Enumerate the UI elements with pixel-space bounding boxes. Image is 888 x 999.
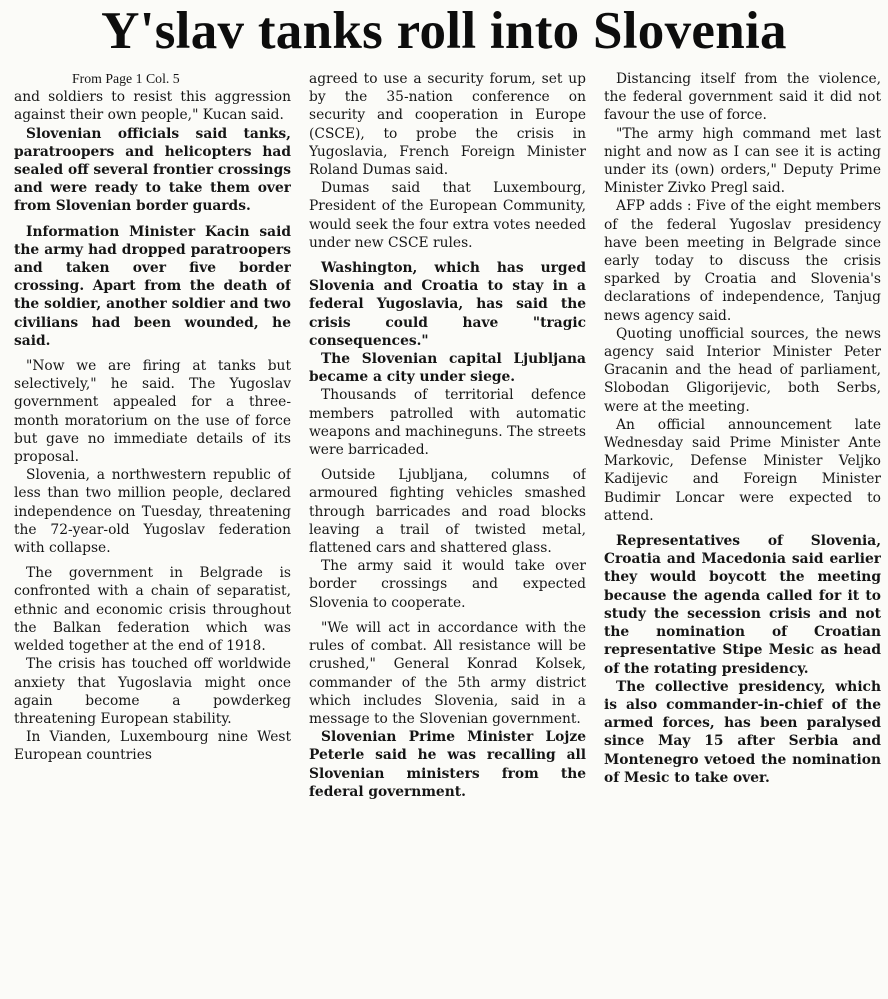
paragraph: Slovenian Prime Minister Lojze Peterle said he was recalling all Slovenian ministers from the federal government. bbox=[309, 729, 586, 800]
paragraph: The crisis has touched off worldwide anxiety that Yugoslavia might once again become a powderkeg threatening European stability. bbox=[14, 656, 291, 727]
paragraph: The government in Belgrade is confronted with a chain of separatist, ethnic and economic crisis throughout the Balkan federation which was welded together at the end of 1918. bbox=[14, 565, 291, 655]
paragraph: An official announcement late Wednesday said Prime Minister Ante Markovic, Defense Minister Veljko Kadijevic and Foreign Minister Budimir Loncar were expected to attend. bbox=[604, 416, 881, 524]
paragraph: Quoting unofficial sources, the news agency said Interior Minister Peter Gracanin and the head of parliament, Slobodan Gligorijevic, both Serbs, were at the meeting. bbox=[604, 325, 881, 415]
paragraph: Slovenian officials said tanks, paratroopers and helicopters had sealed off several frontier crossings and were ready to take them over from Slovenian border guards. bbox=[14, 125, 291, 215]
paragraph: Dumas said that Luxembourg, President of the European Community, would seek the four extra votes needed under new CSCE rules. bbox=[309, 180, 586, 251]
article-column-1 bbox=[14, 70, 291, 995]
paragraph: "The army high command met last night and now as I can see it is acting under its (own) orders," Deputy Prime Minister Zivko Pregl said. bbox=[604, 125, 881, 197]
paragraph: Outside Ljubljana, columns of armoured fighting vehicles smashed through barricades and road blocks leaving a trail of twisted metal, flattened cars and shattered glass. bbox=[309, 467, 586, 557]
paragraph: Slovenia, a northwestern republic of less than two million people, declared independence on Tuesday, threatening the 72-year-old Yugoslav federation with collapse. bbox=[14, 467, 291, 557]
paragraph: Information Minister Kacin said the army had dropped paratroopers and taken over five border crossing. Apart from the death of the soldier, another soldier and two civilians had been wounded, he said. bbox=[14, 223, 291, 349]
paragraph: "Now we are firing at tanks but selectively," he said. The Yugoslav government appealed for a three-month moratorium on the use of force but gave no immediate details of its proposal. bbox=[14, 358, 291, 466]
headline: Y'slav tanks roll into Slovenia bbox=[101, 2, 787, 60]
paragraph: The army said it would take over border crossings and expected Slovenia to cooperate. bbox=[309, 558, 586, 611]
paragraph: In Vianden, Luxembourg nine West European countries bbox=[14, 729, 291, 764]
paragraph: Washington, which has urged Slovenia and Croatia to stay in a federal Yugoslavia, has said the crisis could have "tragic consequences." bbox=[309, 260, 586, 349]
paragraph: AFP adds : Five of the eight members of the federal Yugoslav presidency have been meeting in Belgrade since early today to discuss the crisis sparked by Croatia and Slovenia's declarations of independence, Tanjug news agency said. bbox=[604, 198, 881, 324]
paragraph: Distancing itself from the violence, the federal government said it did not favour the use of force. bbox=[604, 71, 881, 124]
paragraph: Thousands of territorial defence members patrolled with automatic weapons and machineguns. The streets were barricaded. bbox=[309, 387, 586, 459]
article-column-3 bbox=[604, 70, 881, 995]
paragraph: The collective presidency, which is also commander-in-chief of the armed forces, has been paralysed since May 15 after Serbia and Montenegro vetoed the nomination of Mesic to take over. bbox=[604, 678, 881, 786]
paragraph: and soldiers to resist this aggression against their own people," Kucan said. bbox=[14, 89, 291, 124]
paragraph: agreed to use a security forum, set up by the 35-nation conference on security and cooperation in Europe (CSCE), to probe the crisis in Yugoslavia, French Foreign Minister Roland Dumas said. bbox=[309, 71, 586, 179]
paragraph: "We will act in accordance with the rules of combat. All resistance will be crushed," General Konrad Kolsek, commander of the 5th army district which includes Slovenia, said in a message to the Slovenian government. bbox=[309, 619, 586, 727]
paragraph: The Slovenian capital Ljubljana became a city under siege. bbox=[309, 351, 586, 386]
continuation-line: From Page 1 Col. 5 bbox=[72, 71, 180, 86]
paragraph: Representatives of Slovenia, Croatia and Macedonia said earlier they would boycott the meeting because the agenda called for it to study the secession crisis and not the nomination of Croatian representative Stipe Mesic as head of the rotating presidency. bbox=[604, 533, 881, 677]
article-column-2 bbox=[309, 70, 586, 995]
article-body bbox=[14, 70, 882, 995]
